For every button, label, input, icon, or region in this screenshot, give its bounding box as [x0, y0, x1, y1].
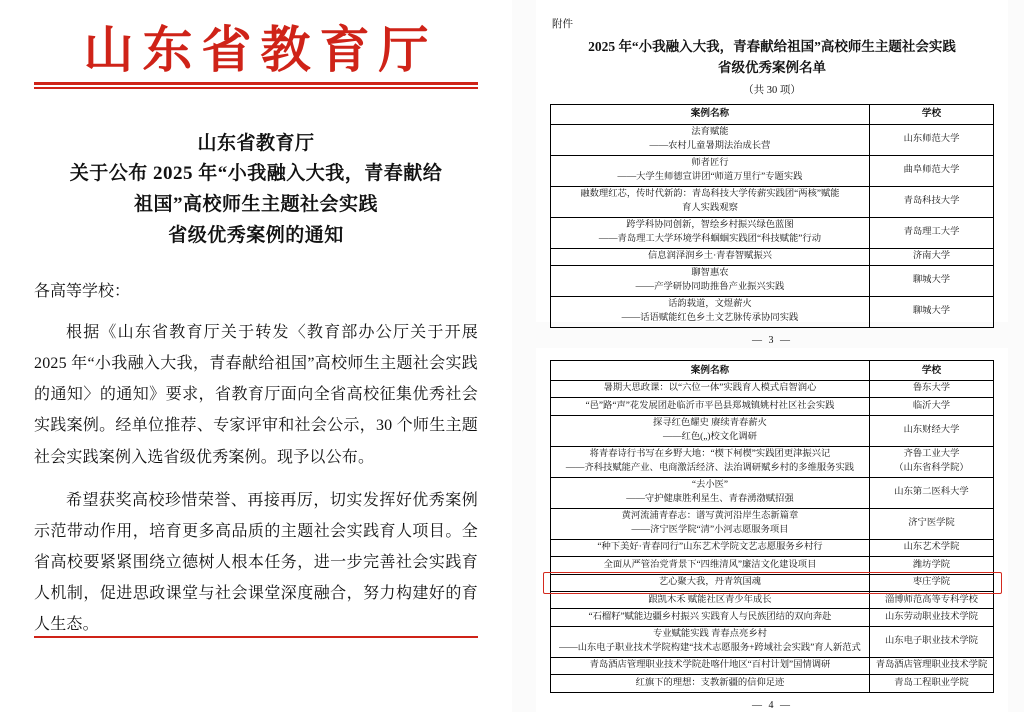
case-name-line-1: 法育赋能 [691, 127, 729, 138]
case-name-line-1: “去小医” [691, 480, 729, 491]
school-line-1: 济南大学 [912, 251, 951, 261]
case-name-line-1: 青岛酒店管理职业技术学院赴喀什地区“百村计划”国情调研 [589, 660, 831, 671]
school-line-1: 聊城大学 [912, 306, 951, 317]
table-row [551, 380, 994, 397]
school-cell [869, 657, 993, 674]
table-row [551, 626, 994, 657]
table-row [551, 657, 994, 674]
masthead-title: 山东省教育厅 [83, 22, 438, 78]
table-row [551, 592, 994, 609]
case-name-cell [551, 124, 870, 155]
table-row [551, 265, 994, 296]
school-cell [869, 248, 993, 265]
case-name-line-2: ——大学生师德宣讲团“师道万里行”专题实践 [617, 171, 803, 182]
case-name-line-2: ——农村儿童暑期法治成长营 [649, 140, 771, 151]
case-name-line-1: “邑”路“声”花发展团赴临沂市平邑县郑城镇姚村社区社会实践 [585, 400, 835, 411]
table-header-row [551, 361, 994, 381]
notice-title-line-1: 山东省教育厅 [197, 132, 315, 154]
table-row [551, 398, 994, 415]
column-header-case-name: 案例名称 [551, 104, 870, 124]
school-line-1: 枣庄学院 [912, 577, 951, 588]
case-name-line-1: 红旗下的理想：支教新疆的信仰足迹 [635, 677, 785, 688]
table-row [551, 675, 994, 692]
school-cell [869, 398, 993, 415]
masthead-rule [34, 82, 478, 85]
case-name-line-1: “石榴籽”赋能边疆乡村振兴 实践育人与民族团结的双向奔赴 [588, 611, 832, 622]
table-row [551, 248, 994, 265]
case-name-cell [551, 265, 870, 296]
school-cell [869, 415, 993, 446]
table-row [551, 155, 994, 186]
school-cell [869, 557, 993, 574]
table-row [551, 186, 994, 217]
notice-paragraph-1: 根据《山东省教育厅关于转发〈教育部办公厅关于开展 2025 年“小我融入大我，青春献给祖国”高校师生主题社会实践的通知〉的通知》要求，省教育厅面向全省高校征集优秀社会实践案例。经单位推荐、专家评审和社会公示，30 个师生主题社会实践案例入选省级优秀案例。现予以公布。 [34, 323, 478, 466]
column-header-school: 学校 [869, 104, 993, 124]
case-name-line-1: 师者匠行 [691, 158, 729, 169]
case-name-line-1: 将青春诗行书写在乡野大地：“楔下柯楔”实践团更津振兴记 [589, 449, 831, 460]
case-name-cell [551, 626, 870, 657]
table-row [551, 446, 994, 477]
case-name-cell [551, 657, 870, 674]
case-name-line-1: “种下美好·青春同行”山东艺术学院文艺志愿服务乡村行 [597, 542, 823, 553]
case-name-cell [551, 248, 870, 265]
case-name-cell [551, 675, 870, 692]
school-line-1: 山东第二医科大学 [894, 486, 969, 497]
case-name-line-1: 专业赋能实践 青春点亮乡村 [653, 629, 767, 640]
school-cell [869, 380, 993, 397]
case-table-page-4 [550, 360, 994, 693]
case-name-line-1: 探寻红色耀史 赓续青春薪火 [653, 418, 767, 429]
case-name-line-2: ——产学研协同助推鲁产业振兴实践 [635, 281, 785, 292]
case-name-line-1: 艺心聚大我，丹青筑国魂 [658, 577, 762, 588]
school-cell [869, 574, 993, 591]
column-header-school: 学校 [869, 361, 993, 381]
case-name-cell [551, 380, 870, 397]
case-name-line-1: 暑期大思政课：以“六位一体”实践育人模式启智润心 [603, 383, 817, 394]
case-name-line-1: 跨学科协同创新，智绘乡村振兴绿色蓝图 [626, 220, 794, 231]
case-name-cell [551, 477, 870, 508]
school-line-1: 临沂大学 [912, 400, 951, 411]
case-name-cell [551, 415, 870, 446]
case-name-cell [551, 574, 870, 591]
school-cell [869, 155, 993, 186]
case-name-line-1: 融数理红芯，传时代新韵：青岛科技大学传薪实践团“两核”赋能 [580, 189, 840, 200]
table-row [551, 296, 994, 327]
case-name-line-1: 信息润泽润乡土·青春智赋振兴 [647, 251, 772, 261]
case-name-cell [551, 609, 870, 626]
case-name-line-2: ——守护健康胜利星生、青春湧渤赋招强 [626, 493, 794, 504]
school-line-1: 淄博师范高等专科学校 [884, 594, 978, 605]
school-cell [869, 477, 993, 508]
school-line-1: 潍坊学院 [912, 559, 951, 570]
notice-title-line-2: 关于公布 2025 年“小我融入大我，青春献给 [69, 163, 443, 185]
case-name-line-2: ——山东电子职业技术学院构建“技术志愿服务+跨域社会实践”育人新范式 [559, 642, 861, 653]
school-line-1: 山东师范大学 [903, 133, 960, 144]
masthead-rule-thin [34, 87, 478, 89]
case-name-line-1: 全面从严管治党背景下“四维清风”廉洁文化建设项目 [603, 559, 817, 570]
table-row [551, 124, 994, 155]
school-cell [869, 446, 993, 477]
notice-salutation: 各高等学校： [34, 282, 131, 300]
school-line-1: 青岛工程职业学院 [894, 677, 969, 688]
case-name-line-1: 跟凯木禾 赋能社区青少年成长 [648, 594, 772, 605]
school-line-1: 曲阜师范大学 [903, 164, 960, 175]
table-body-page-3 [551, 124, 994, 327]
school-cell [869, 124, 993, 155]
case-name-line-2: ——青岛理工大学环境学科蝈蝈实践团“科技赋能”行动 [598, 233, 822, 244]
case-name-line-2: ——红色(„)校文化调研 [662, 431, 757, 442]
school-line-1: 青岛酒店管理职业技术学院 [875, 660, 988, 671]
case-name-line-2: ——话语赋能红色乡土文艺脉传承协同实践 [621, 312, 799, 323]
page-number-4: — 4 — [752, 699, 792, 711]
school-cell [869, 675, 993, 692]
school-cell [869, 217, 993, 248]
column-header-case-name: 案例名称 [551, 361, 870, 381]
table-row [551, 609, 994, 626]
case-name-line-1: 黄河流浦青春志：谱写黄河沿岸生态新篇章 [621, 511, 799, 522]
table-row [551, 217, 994, 248]
case-name-cell [551, 186, 870, 217]
school-cell [869, 626, 993, 657]
notice-title [34, 129, 478, 252]
case-name-cell [551, 539, 870, 556]
footer-rule [34, 636, 478, 639]
attachment-label: 附件 [552, 19, 573, 30]
notice-title-line-4: 省级优秀案例的通知 [168, 224, 344, 246]
table-row [551, 415, 994, 446]
table-row [551, 539, 994, 556]
case-name-line-1: 话韵载道，文煜薪火 [668, 299, 752, 310]
case-name-cell [551, 557, 870, 574]
case-name-line-2: ——济宁医学院“清”小河志愿服务项目 [631, 524, 789, 535]
page-number-3: — 3 — [752, 334, 792, 346]
table-header-row [551, 104, 994, 124]
case-name-cell [551, 592, 870, 609]
school-line-1: 青岛理工大学 [903, 226, 960, 237]
attachment-title-line-1: 2025 年“小我融入大我，青春献给祖国”高校师生主题社会实践 [588, 39, 956, 54]
case-name-line-2: 育人实践观察 [682, 202, 738, 213]
school-line-1: 青岛科技大学 [903, 195, 960, 206]
table-body-page-4 [551, 380, 994, 692]
case-name-cell [551, 217, 870, 248]
school-line-1: 山东艺术学院 [903, 542, 960, 553]
school-line-1: 济宁医学院 [908, 517, 955, 528]
case-name-cell [551, 508, 870, 539]
school-cell [869, 186, 993, 217]
school-cell [869, 592, 993, 609]
school-cell [869, 296, 993, 327]
school-line-1: 山东电子职业技术学院 [884, 636, 978, 647]
school-line-2: （山东省科学院） [894, 462, 969, 473]
notice-title-line-3: 祖国”高校师生主题社会实践 [133, 194, 378, 216]
school-cell [869, 265, 993, 296]
notice-paragraph-2: 希望获奖高校珍惜荣誉、再接再厉，切实发挥好优秀案例示范带动作用，培育更多高品质的主题社会实践育人项目。全省高校要紧紧围绕立德树人根本任务，进一步完善社会实践育人机制，促进思政课堂与社会课堂深度融合，努力构建好的育人生态。 [34, 491, 478, 634]
case-name-line-1: 聊智惠农 [691, 268, 729, 279]
case-name-cell [551, 446, 870, 477]
attachment-pages [512, 0, 1024, 712]
case-name-cell [551, 398, 870, 415]
case-name-cell [551, 155, 870, 186]
school-cell [869, 508, 993, 539]
table-row [551, 574, 994, 591]
case-name-cell [551, 296, 870, 327]
table-row [551, 477, 994, 508]
case-table-page-3 [550, 104, 994, 328]
attachment-title-line-2: 省级优秀案例名单 [718, 59, 826, 75]
school-cell [869, 539, 993, 556]
attachment-page-3 [536, 0, 1008, 346]
school-line-1: 山东劳动职业技术学院 [884, 611, 978, 622]
school-line-1: 山东财经大学 [903, 425, 960, 436]
school-line-1: 鲁东大学 [912, 383, 951, 394]
case-name-line-2: ——齐科技赋能产业、电商激活经济、法治调研赋乡村的多维服务实践 [565, 462, 855, 473]
table-row [551, 508, 994, 539]
attachment-subtitle: （共 30 项） [743, 84, 801, 96]
school-line-1: 聊城大学 [912, 275, 951, 286]
school-cell [869, 609, 993, 626]
table-row [551, 557, 994, 574]
attachment-title [550, 37, 994, 79]
school-line-1: 齐鲁工业大学 [903, 449, 960, 460]
attachment-page-4 [536, 348, 1008, 712]
